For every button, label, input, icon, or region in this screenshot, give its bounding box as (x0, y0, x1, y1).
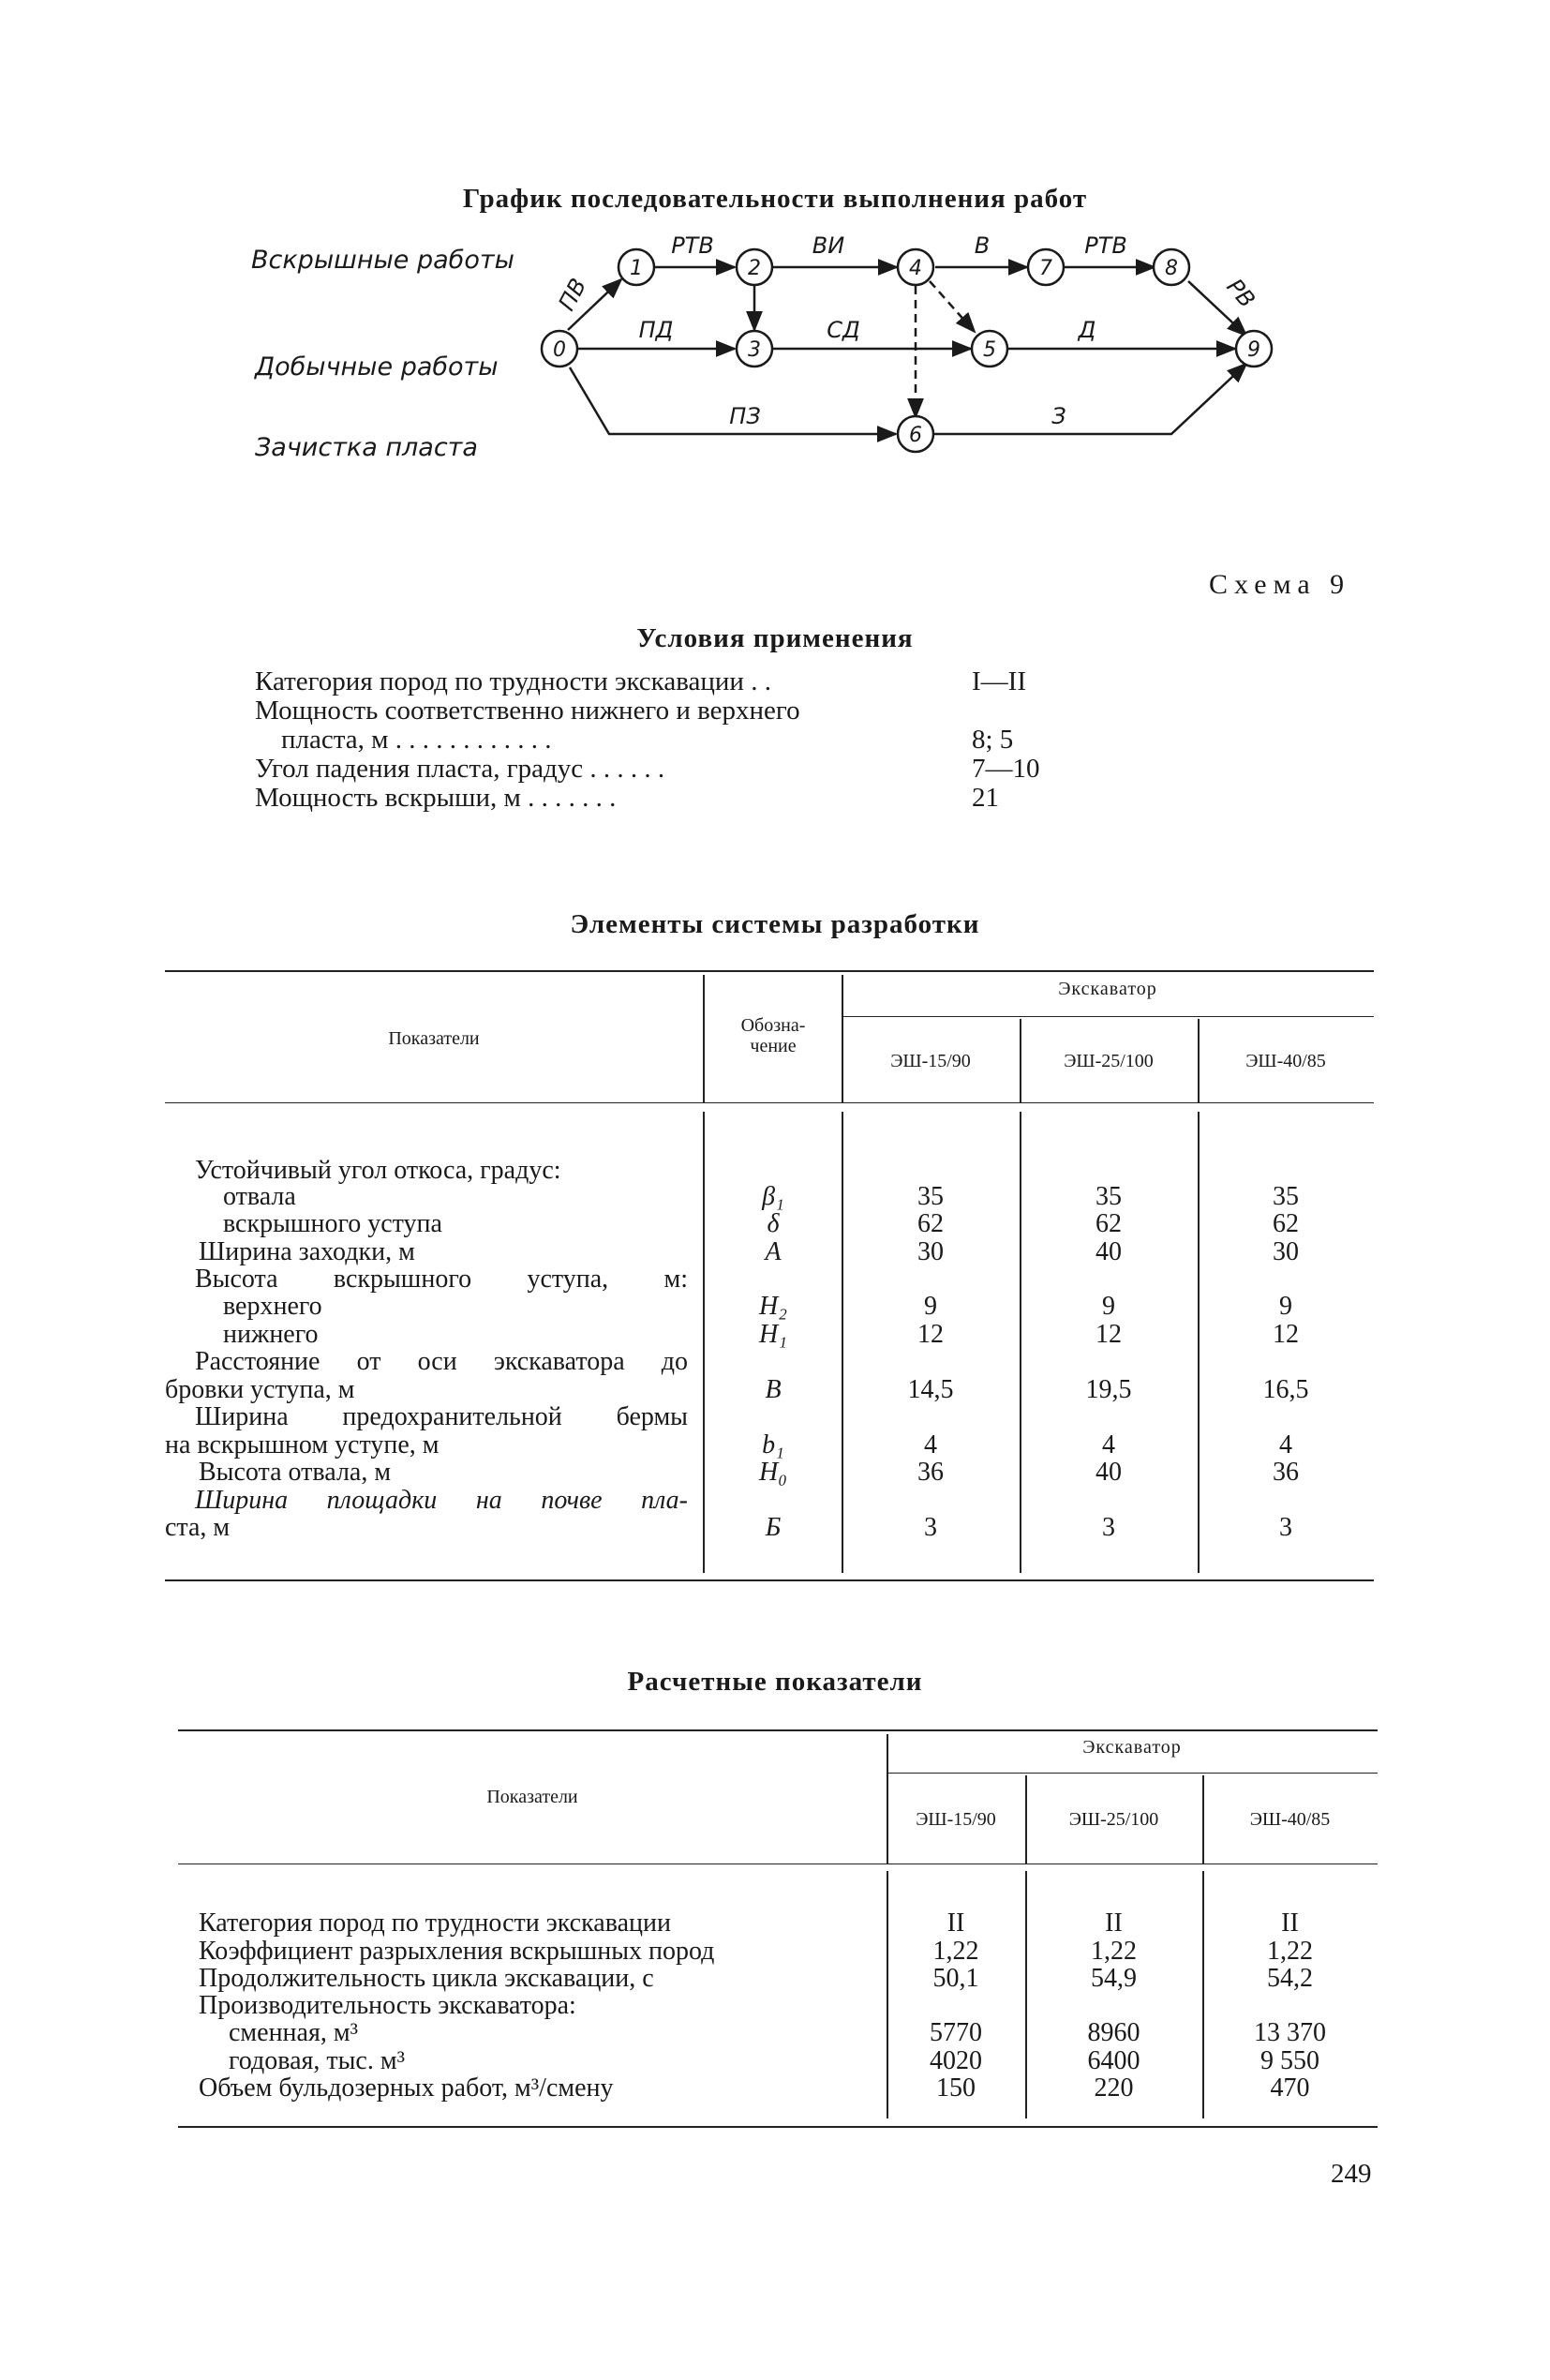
node-label: 1 (630, 257, 643, 280)
node-label: 9 (1247, 338, 1260, 362)
conditions-title: Условия применения (636, 623, 914, 653)
column-header-symbol: чение (750, 1036, 797, 1056)
table-cell-value: 9 550 (1260, 2046, 1319, 2075)
table-row-label: годовая, тыс. м³ (229, 2046, 405, 2075)
table-cell-symbol: β₁ (762, 1182, 784, 1211)
edge-label: ПВ (553, 274, 592, 316)
edge-label: РТВ (1084, 232, 1127, 259)
node-label: 2 (748, 257, 761, 280)
table-cell-value: 470 (1270, 2073, 1310, 2103)
table-cell-value: 9 (924, 1292, 937, 1321)
column-header-symbol: Обозна- (740, 1015, 806, 1036)
table-cell-value: 6400 (1087, 2046, 1140, 2075)
table-cell-value: 19,5 (1085, 1375, 1132, 1404)
condition-value: 7—10 (972, 754, 1040, 784)
table-row-label: Объем бульдозерных работ, м³/смену (199, 2073, 614, 2103)
condition-value: 21 (972, 783, 999, 813)
table-cell-symbol: H₁ (759, 1320, 787, 1349)
edge-label: З (1051, 403, 1066, 429)
column-header-model: ЭШ-40/85 (1249, 1809, 1331, 1830)
table-row-label: Ширина заходки, м (199, 1237, 415, 1266)
table-row-label: верхнего (223, 1292, 322, 1321)
column-header-indicators: Показатели (388, 1028, 480, 1049)
table-cell-value: 35 (1273, 1182, 1299, 1211)
table-row-label: Расстояние от оси экскаватора до (195, 1347, 688, 1376)
table-cell-symbol: H₂ (759, 1292, 787, 1321)
condition-value: I—II (972, 666, 1026, 696)
table-cell-value: 13 370 (1254, 2018, 1326, 2047)
table-cell-value: 3 (924, 1513, 937, 1542)
table-cell-value: 1,22 (1267, 1937, 1313, 1966)
table-row-label: Ширина площадки на почве пла- (195, 1486, 688, 1515)
table-cell-value: 12 (917, 1320, 944, 1349)
table-row-label: Продолжительность цикла экскавации, с (199, 1964, 654, 1993)
table-cell-value: 3 (1279, 1513, 1292, 1542)
page-number: 249 (1331, 2159, 1372, 2189)
edge-label: ПД (638, 317, 674, 343)
table-row-label: Коэффициент разрыхления вскрышных пород (199, 1937, 715, 1966)
table-cell-value: 40 (1095, 1237, 1122, 1266)
edge-label: РТВ (671, 232, 714, 259)
table-cell-value: 30 (917, 1237, 944, 1266)
edge-4-5 (930, 281, 975, 332)
column-header-model: ЭШ-15/90 (916, 1809, 996, 1830)
table-cell-value: 35 (1095, 1182, 1122, 1211)
node-label: 8 (1165, 257, 1178, 280)
column-header-indicators: Показатели (486, 1787, 578, 1807)
table-row-label: Производительность экскаватора: (199, 1991, 576, 2020)
table-cell-value: 150 (936, 2073, 976, 2103)
table-cell-value: 30 (1273, 1237, 1299, 1266)
table-cell-value: II (1281, 1908, 1299, 1938)
table-row-label: вскрышного уступа (223, 1209, 442, 1238)
table-cell-value: 4020 (930, 2046, 982, 2075)
table-cell-symbol: H₀ (759, 1458, 787, 1487)
table-row-label: отвала (223, 1182, 296, 1211)
condition-text: Угол падения пласта, градус . . . . . . (255, 754, 665, 784)
calculated-title: Расчетные показатели (627, 1667, 923, 1697)
table-cell-symbol: Б (765, 1513, 782, 1542)
table-cell-value: 1,22 (932, 1937, 979, 1966)
table-cell-value: 4 (1279, 1430, 1292, 1459)
table-cell-symbol: b₁ (762, 1430, 784, 1459)
condition-text: Мощность вскрыши, м . . . . . . . (255, 783, 617, 813)
table-cell-value: 54,9 (1091, 1964, 1137, 1993)
table-row-label: Высота вскрышного уступа, м: (195, 1265, 688, 1294)
graph-row-label: Зачистка пласта (255, 433, 478, 462)
table-row-label: нижнего (223, 1320, 319, 1349)
column-header-model: ЭШ-25/100 (1068, 1809, 1159, 1830)
table-cell-value: II (946, 1908, 965, 1938)
edge-label: РВ (1221, 274, 1260, 313)
table-row-label: ста, м (165, 1513, 231, 1542)
table-cell-value: 35 (917, 1182, 944, 1211)
elements-title: Элементы системы разработки (570, 909, 980, 939)
table-cell-value: 9 (1279, 1292, 1292, 1321)
table-cell-value: 4 (1102, 1430, 1115, 1459)
column-header-excavator: Экскаватор (1058, 979, 1157, 999)
node-label: 3 (748, 338, 761, 362)
column-header-model: ЭШ-15/90 (890, 1051, 971, 1071)
node-label: 6 (909, 424, 922, 447)
table-row-label: Категория пород по трудности экскавации (199, 1908, 671, 1938)
column-header-excavator: Экскаватор (1082, 1737, 1182, 1758)
table-cell-value: 36 (917, 1458, 944, 1487)
column-header-model: ЭШ-40/85 (1245, 1051, 1326, 1071)
graph-row-label: Добычные работы (255, 352, 499, 382)
graph-row-label: Вскрышные работы (251, 246, 514, 275)
table-cell-value: 220 (1094, 2073, 1134, 2103)
table-cell-value: 62 (1273, 1209, 1299, 1238)
table-cell-value: 4 (924, 1430, 937, 1459)
table-cell-value: 1,22 (1091, 1937, 1137, 1966)
table-cell-value: 14,5 (907, 1375, 954, 1404)
graph-title: График последовательности выполнения работ (462, 184, 1088, 214)
node-label: 0 (553, 338, 566, 362)
table-cell-value: 62 (1095, 1209, 1122, 1238)
condition-text: Мощность соответственно нижнего и верхнего (255, 696, 800, 726)
table-cell-value: 12 (1273, 1320, 1299, 1349)
table-row-label: бровки уступа, м (165, 1375, 355, 1404)
table-row-label: Устойчивый угол откоса, градус: (195, 1156, 561, 1185)
node-label: 4 (909, 257, 922, 280)
edge-label: ВИ (812, 232, 845, 259)
node-label: 5 (983, 338, 996, 362)
table-cell-value: II (1105, 1908, 1123, 1938)
table-cell-value: 8960 (1087, 2018, 1140, 2047)
table-cell-symbol: B (765, 1375, 782, 1404)
table-cell-value: 50,1 (932, 1964, 979, 1993)
table-cell-value: 16,5 (1262, 1375, 1309, 1404)
table-cell-value: 12 (1095, 1320, 1122, 1349)
table-cell-value: 9 (1102, 1292, 1115, 1321)
table-cell-value: 40 (1095, 1458, 1122, 1487)
table-cell-value: 5770 (930, 2018, 982, 2047)
scheme-label: Схема 9 (1209, 569, 1351, 600)
table-row-label: Высота отвала, м (199, 1458, 392, 1487)
edge-label: ПЗ (729, 403, 761, 429)
condition-text: пласта, м . . . . . . . . . . . . (281, 725, 552, 755)
table-row-label: на вскрышном уступе, м (165, 1430, 440, 1459)
network-graph (0, 0, 1550, 487)
edge-label: СД (827, 317, 860, 343)
edge-6-9 (934, 364, 1246, 434)
conditions-list (255, 667, 1061, 817)
column-header-model: ЭШ-25/100 (1064, 1051, 1154, 1071)
condition-text: Категория пород по трудности экскавации . . (255, 666, 771, 696)
edge-label: В (974, 232, 991, 259)
node-label: 7 (1039, 257, 1052, 280)
condition-value: 8; 5 (972, 725, 1014, 755)
table-cell-value: 3 (1102, 1513, 1115, 1542)
table-cell-symbol: A (765, 1237, 782, 1266)
table-row-label: сменная, м³ (229, 2018, 358, 2047)
table-cell-value: 54,2 (1267, 1964, 1313, 1993)
edge-label: Д (1078, 317, 1096, 343)
table-cell-symbol: δ (767, 1209, 780, 1238)
table-row-label: Ширина предохранительной бермы (195, 1402, 688, 1431)
table-cell-value: 62 (917, 1209, 944, 1238)
table-cell-value: 36 (1273, 1458, 1299, 1487)
